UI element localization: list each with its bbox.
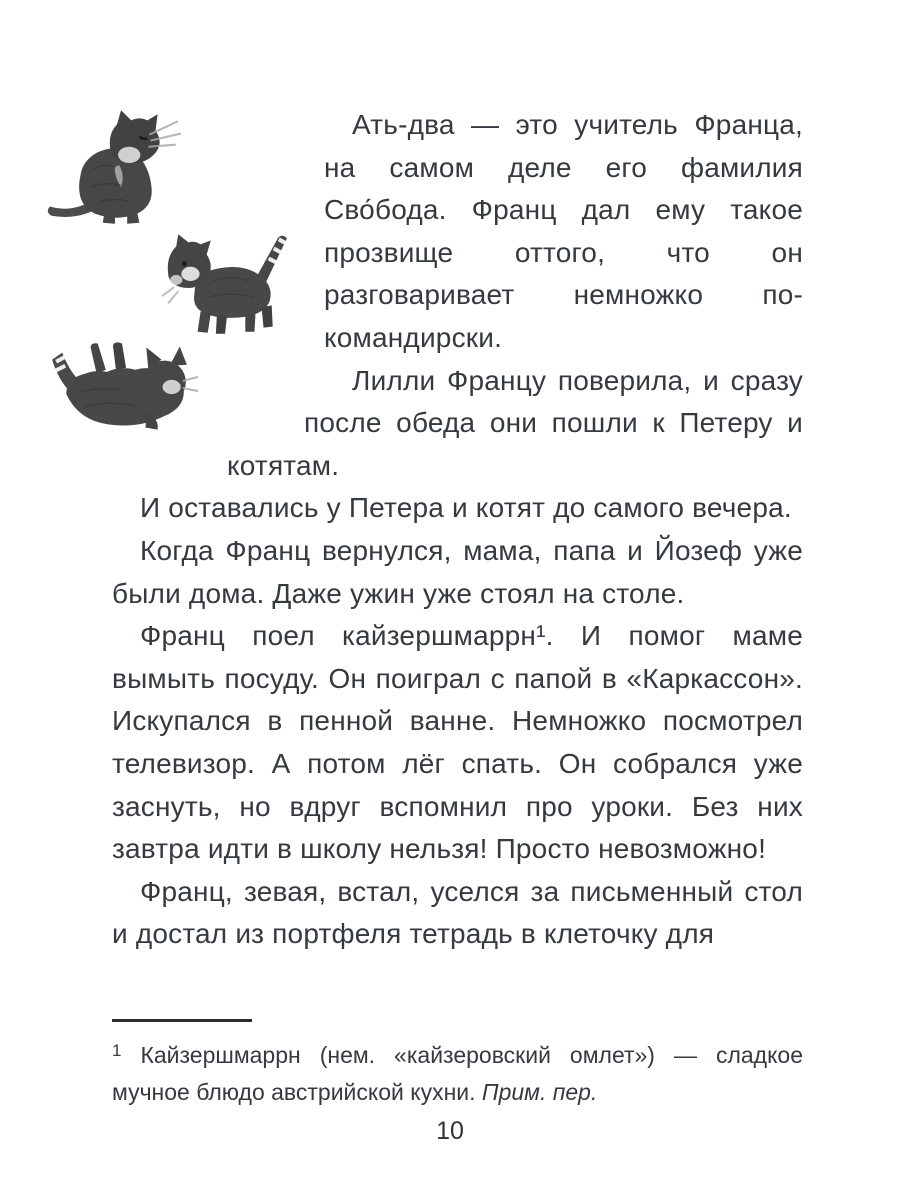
text-wrap-spacer-top [112, 104, 324, 360]
paragraph: Лилли Францу поверила, и сразу после обеда они пошли к Петеру и котятам. [227, 364, 803, 481]
paragraph: Когда Франц вернулся, мама, папа и Йозеф уже были дома. Даже ужин уже стоял на столе. [112, 534, 803, 609]
footnote [112, 1019, 803, 1111]
translator-note: Прим. пер. [481, 1079, 598, 1105]
footnote-marker: 1 [112, 1041, 122, 1060]
footnote-divider [112, 1019, 252, 1022]
paragraph: Франц, зевая, встал, уселся за письменный стол и достал из портфеля тетрадь в клеточку для [112, 875, 803, 950]
footnote-body: Кайзершмаррн (нем. «кайзеровский омлет») — сладкое мучное блюдо австрийской кухни. [112, 1042, 803, 1105]
paragraph: Франц поел кайзершмаррн¹. И помог маме вымыть посуду. Он поиграл с папой в «Каркассон». Искупался в пенной ванне. Немножко посмотрел телевизор. А потом лёг спать. Он собрался уже заснуть, но вдруг вспомнил про уроки. Без них завтра идти в школу нельзя! Просто невозможно! [112, 620, 803, 865]
text-wrap-spacer-middle [112, 360, 304, 403]
text-wrap-spacer-bottom [112, 402, 227, 445]
paragraph: Ать-два — это учитель Франца, на самом деле его фамилия Сво́бода. Франц дал ему такое прозвище оттого, что он разговаривает немножко по-командирски. [324, 109, 803, 353]
page-number: 10 [436, 1117, 464, 1145]
paragraph: И оставались у Петера и котят до самого вечера. [140, 492, 792, 524]
body-text [112, 104, 803, 956]
footnote-text [112, 1032, 803, 1111]
